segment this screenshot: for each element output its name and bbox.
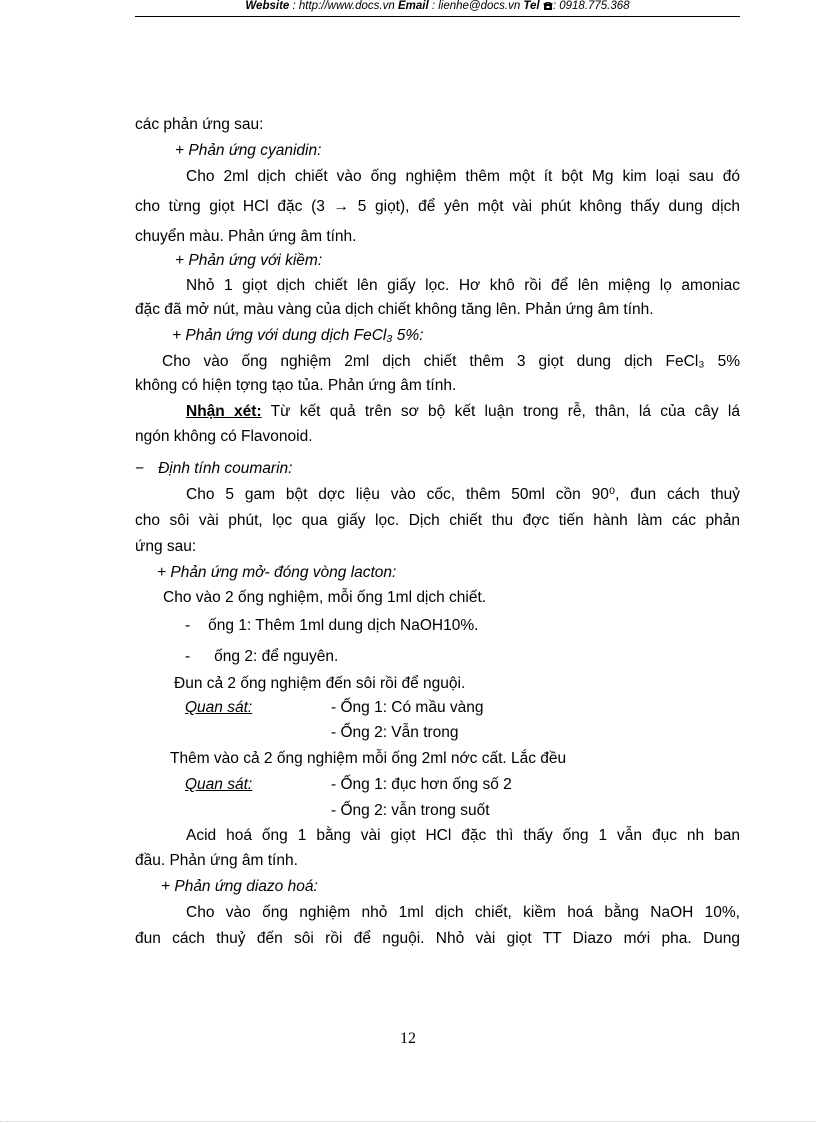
text-line: các phản ứng sau: (135, 116, 264, 133)
text-line: Nhỏ 1 giọt dịch chiết lên giấy lọc. Hơ khô rồi để lên miệng lọ amoniac (186, 277, 740, 294)
observation-item: - Ống 2: Vẫn trong (331, 724, 459, 741)
conclusion-line (186, 401, 740, 423)
text-line: cho từng giọt HCl đặc (3 → 5 giọt), để yên một vài phút không thấy dung dịch (135, 198, 740, 215)
observation-label: Quan sát: (185, 776, 253, 793)
phone-icon (543, 1, 553, 10)
text-line: Cho 2ml dịch chiết vào ống nghiệm thêm một ít bột Mg kim loại sau đó (186, 168, 740, 185)
website-label: Website (245, 0, 290, 12)
conclusion-text: Từ kết quả trên sơ bộ kết luận trong rễ, thân, lá của cây lá (261, 403, 740, 420)
page-bottom-border (0, 1121, 816, 1122)
header-divider (135, 16, 740, 17)
tel-label: Tel (523, 0, 540, 12)
text-line: Acid hoá ống 1 bằng vài giọt HCl đặc thì thấy ống 1 vẫn đục nh ban (186, 827, 740, 844)
section-heading-fecl3: + Phản ứng với dung dịch FeCl₃ 5%: (172, 327, 424, 344)
text-line: không có hiện tợng tạo tủa. Phản ứng âm tính. (135, 377, 457, 394)
section-heading-kiem: + Phản ứng với kiềm: (175, 252, 323, 269)
observation-item: - Ống 1: đục hơn ống số 2 (331, 776, 512, 793)
dash-bullet: − (135, 460, 145, 477)
text-line: cho sôi vài phút, lọc qua giấy lọc. Dịch chiết thu đợc tiến hành làm các phản (135, 512, 740, 529)
observation-item: - Ống 1: Có mầu vàng (331, 699, 484, 716)
text-line: ngón không có Flavonoid. (135, 428, 313, 445)
observation-label: Quan sát: (185, 699, 253, 716)
observation-item: - Ống 2: vẫn trong suốt (331, 802, 490, 819)
text-line: đầu. Phản ứng âm tính. (135, 852, 298, 869)
bullet-dash: - (185, 617, 191, 634)
text-line: Cho vào ống nghiệm 2ml dịch chiết thêm 3 giọt dung dịch FeCl₃ 5% (162, 353, 740, 370)
section-heading-diazo: + Phản ứng diazo hoá: (161, 878, 318, 895)
bullet-item (185, 615, 725, 637)
text-line: Đun cả 2 ống nghiệm đến sôi rồi để nguội. (174, 675, 466, 692)
text-line: Cho vào ống nghiệm nhỏ 1ml dịch chiết, kiềm hoá bằng NaOH 10%, (186, 904, 740, 921)
text-line: ứng sau: (135, 538, 197, 555)
bullet-text: ống 2: để nguyên. (214, 648, 339, 665)
email-value: : lienhe@docs.vn (428, 0, 524, 12)
bullet-item (185, 646, 725, 668)
page-header (135, 0, 740, 17)
section-heading-cyanidin: + Phản ứng cyanidin: (175, 142, 322, 159)
website-value: : http://www.docs.vn (289, 0, 398, 12)
text-line: Cho 5 gam bột dợc liệu vào cốc, thêm 50ml cồn 90⁰, đun cách thuỷ (186, 486, 740, 503)
coumarin-title: Định tính coumarin: (158, 460, 293, 477)
bullet-text: ống 1: Thêm 1ml dung dịch NaOH10%. (208, 617, 479, 634)
conclusion-label: Nhận xét: (186, 403, 262, 420)
text-line: đặc đã mở nút, màu vàng của dịch chiết không tăng lên. Phản ứng âm tính. (135, 301, 654, 318)
text-line: chuyển màu. Phản ứng âm tính. (135, 228, 357, 245)
tel-value: : 0918.775.368 (552, 0, 630, 12)
section-heading-coumarin (135, 458, 635, 480)
page-number: 12 (400, 1030, 416, 1047)
text-line: đun cách thuỷ đến sôi rồi để nguội. Nhỏ vài giọt TT Diazo mới pha. Dung (135, 930, 740, 947)
email-label: Email (397, 0, 429, 12)
section-heading-lacton: + Phản ứng mở- đóng vòng lacton: (157, 564, 397, 581)
text-line: Thêm vào cả 2 ống nghiệm mỗi ống 2ml nớc cất. Lắc đều (170, 750, 567, 767)
text-line: Cho vào 2 ống nghiệm, mỗi ống 1ml dịch chiết. (163, 589, 487, 606)
bullet-dash: - (185, 648, 191, 665)
